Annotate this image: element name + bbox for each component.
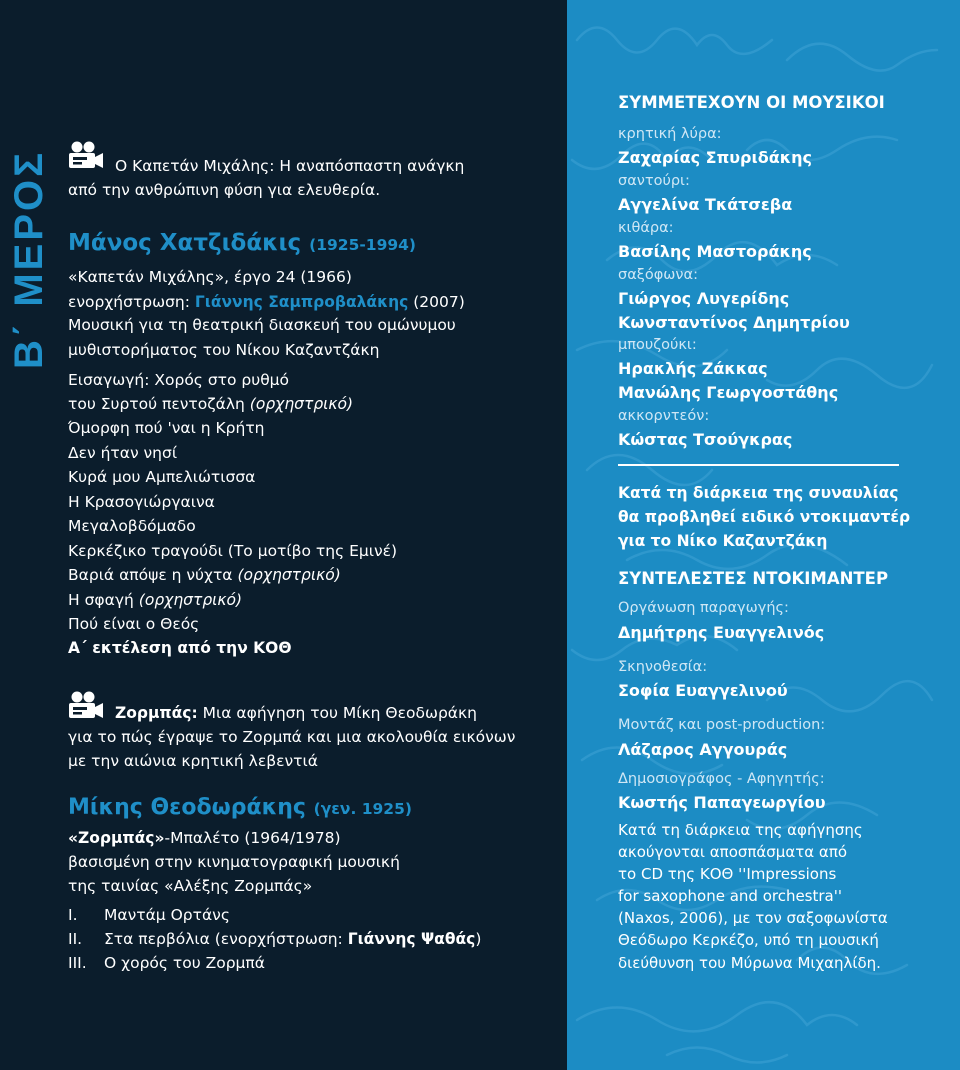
santouri-name: Αγγελίνα Τκάτσεβα <box>618 195 793 214</box>
notice-line1: Κατά τη διάρκεια της συναυλίας <box>618 484 899 502</box>
credits-note-line1: Κατά τη διάρκεια της αφήγησης <box>618 821 863 839</box>
divider-line <box>618 464 899 466</box>
editing-label: Μοντάζ και post-production: <box>618 717 826 733</box>
notice-line2: θα προβληθεί ειδικό ντοκιμαντέρ <box>618 508 911 526</box>
credits-note-line7: διεύθυνση του Μύρωνα Μιχαηλίδη. <box>618 954 881 972</box>
part1-subtitle-line2: από την ανθρώπινη φύση για ελευθερία. <box>68 181 381 199</box>
bouzouki-label: μπουζούκι: <box>618 337 697 353</box>
intro-line1: Εισαγωγή: Χορός στο ρυθμό <box>68 371 290 389</box>
work-zorbas-line2: βασισμένη στην κινηματογραφική μουσική <box>68 853 400 871</box>
sax-name-1: Γιώργος Λυγερίδης <box>618 289 790 308</box>
film-camera-icon <box>68 690 104 722</box>
song-den-itan-nisi: Δεν ήταν νησί <box>68 444 178 462</box>
part2-subtitle-line3: με την αιώνια κρητική λεβεντιά <box>68 752 318 770</box>
song-megalovdomado: Μεγαλοβδόμαδο <box>68 517 196 535</box>
section-vertical-title: Β΄ ΜΕΡΟΣ <box>7 149 51 369</box>
musicians-heading: ΣΥΜΜΕΤΕΧΟΥΝ ΟΙ ΜΟΥΣΙΚΟΙ <box>618 93 885 112</box>
movement-1: I. Μαντάμ Ορτάνς <box>68 906 230 924</box>
guitar-name: Βασίλης Μαστοράκης <box>618 242 812 261</box>
part2-subtitle-line2: για το πώς έγραψε το Ζορμπά και μια ακολουθία εικόνων <box>68 728 516 746</box>
work-kapetan-michalis: «Καπετάν Μιχάλης», έργο 24 (1966) <box>68 268 352 286</box>
accordion-name: Κώστας Τσούγκρας <box>618 430 793 449</box>
production-name: Δημήτρης Ευαγγελινός <box>618 623 825 642</box>
credits-note-line3: το CD της ΚΟΘ ''Impressions <box>618 865 837 883</box>
song-omorfi: Όμορφη πού 'ναι η Κρήτη <box>68 419 265 437</box>
accordion-label: ακκορντεόν: <box>618 408 710 424</box>
premiere-note: Α΄ εκτέλεση από την ΚΟΘ <box>68 639 292 657</box>
work-zorbas-line3: της ταινίας «Αλέξης Ζορμπάς» <box>68 877 313 895</box>
movement-3: III. Ο χορός του Ζορμπά <box>68 954 265 972</box>
credits-note-line6: Θεόδωρο Κερκέζο, υπό τη μουσική <box>618 931 879 949</box>
song-pou-einai: Πού είναι ο Θεός <box>68 615 200 633</box>
orchestration-line: ενορχήστρωση: Γιάννης Σαμπροβαλάκης (2007) <box>68 293 465 311</box>
song-kyra-mou: Κυρά μου Αμπελιώτισσα <box>68 468 256 486</box>
credits-heading: ΣΥΝΤΕΛΕΣΤΕΣ ΝΤΟΚΙΜΑΝΤΕΡ <box>618 569 889 588</box>
song-varia: Βαριά απόψε η νύχτα (ορχηστρικό) <box>68 566 341 584</box>
sax-name-2: Κωνσταντίνος Δημητρίου <box>618 313 850 332</box>
work-zorbas: «Ζορμπάς»-Μπαλέτο (1964/1978) <box>68 829 341 847</box>
santouri-label: σαντούρι: <box>618 173 690 189</box>
credits-note-line2: ακούγονται αποσπάσματα από <box>618 843 848 861</box>
notice-line3: για το Νίκο Καζαντζάκη <box>618 532 828 550</box>
credits-note-line5: (Naxos, 2006), με τον σαξοφωνίστα <box>618 909 888 927</box>
lyra-name: Ζαχαρίας Σπυριδάκης <box>618 148 812 167</box>
credits-note-line4: for saxophone and orchestra'' <box>618 887 842 905</box>
director-name: Σοφία Ευαγγελινού <box>618 681 788 700</box>
film-camera-icon <box>68 140 104 172</box>
movement-2: II. Στα περβόλια (ενορχήστρωση: Γιάννης Ψαθάς) <box>68 930 482 948</box>
part2-subtitle-line1: Ζορμπάς: Μια αφήγηση του Μίκη Θεοδωράκη <box>115 704 477 722</box>
composer-hatzidakis: Μάνος Χατζιδάκις (1925-1994) <box>68 230 417 256</box>
lyra-label: κρητική λύρα: <box>618 126 722 142</box>
bouzouki-name-1: Ηρακλής Ζάκκας <box>618 359 768 378</box>
narrator-label: Δημοσιογράφος - Αφηγητής: <box>618 771 825 787</box>
production-label: Οργάνωση παραγωγής: <box>618 600 789 616</box>
bouzouki-name-2: Μανώλης Γεωργοστάθης <box>618 383 839 402</box>
part1-subtitle-line1: Ο Καπετάν Μιχάλης: Η αναπόσπαστη ανάγκη <box>115 157 465 175</box>
director-label: Σκηνοθεσία: <box>618 659 708 675</box>
song-kerkeziko: Κερκέζικο τραγούδι (Το μοτίβο της Εμινέ) <box>68 542 398 560</box>
narrator-name: Κωστής Παπαγεωργίου <box>618 793 826 812</box>
song-krasogiorgaina: Η Κρασογιώργαινα <box>68 493 215 511</box>
guitar-label: κιθάρα: <box>618 220 674 236</box>
work-description-line1: Μουσική για τη θεατρική διασκευή του ομώνυμου <box>68 316 456 334</box>
song-sfagi: Η σφαγή (ορχηστρικό) <box>68 591 243 609</box>
work-description-line2: μυθιστορήματος του Νίκου Καζαντζάκη <box>68 341 380 359</box>
composer-theodorakis: Μίκης Θεοδωράκης (γεν. 1925) <box>68 795 412 820</box>
editing-name: Λάζαρος Αγγουράς <box>618 740 788 759</box>
sax-label: σαξόφωνα: <box>618 267 698 283</box>
intro-line2: του Συρτού πεντοζάλη (ορχηστρικό) <box>68 395 354 413</box>
